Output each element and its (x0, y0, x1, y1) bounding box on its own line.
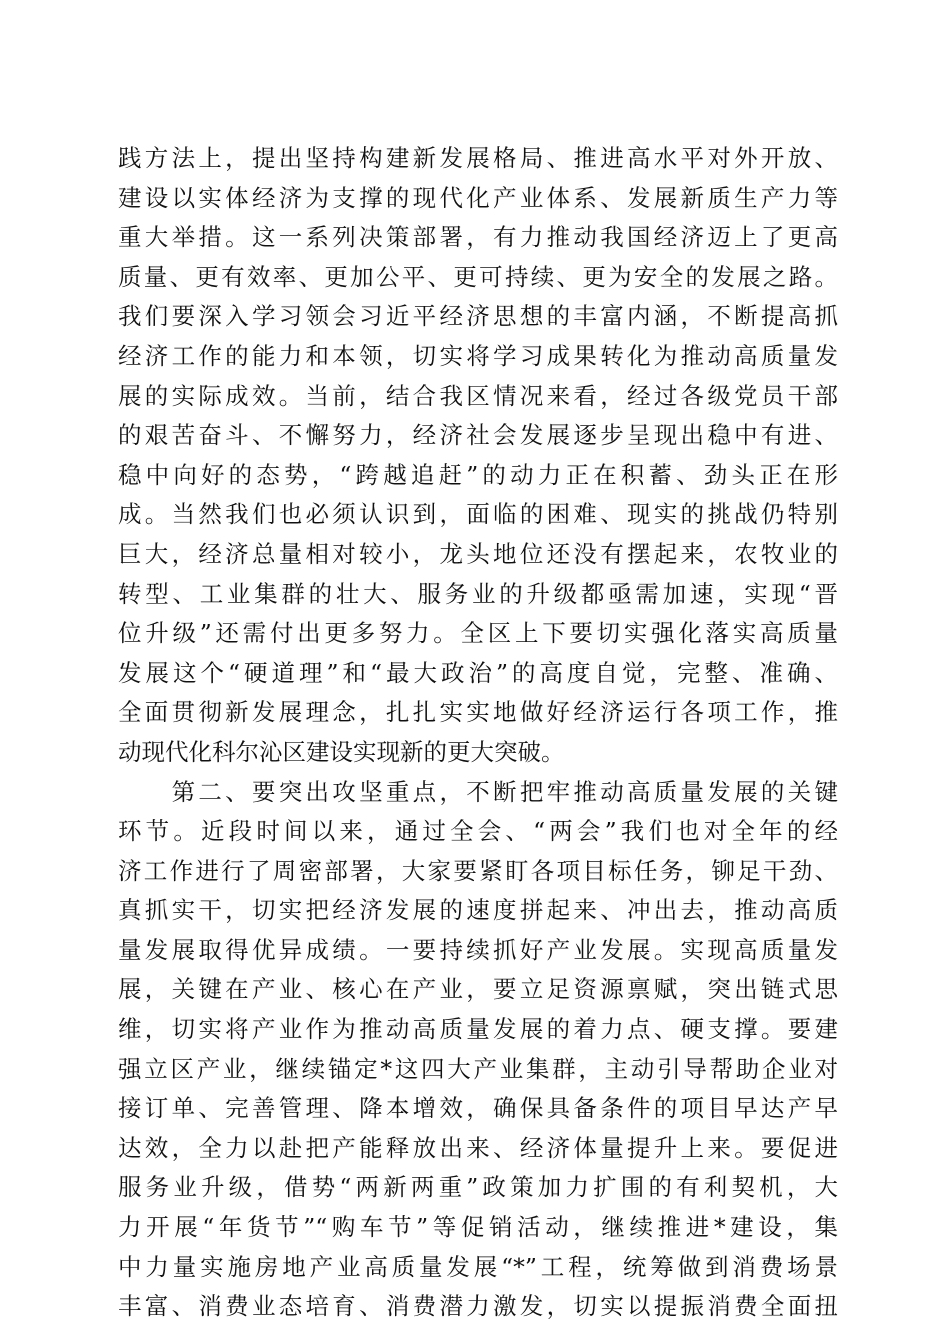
text-line: 我们要深入学习领会习近平经济思想的丰富内涵，不断提高抓 (118, 302, 838, 331)
text-line: 环节。近段时间以来，通过全会、“两会”我们也对全年的经 (118, 817, 838, 846)
text-line: 维，切实将产业作为推动高质量发展的着力点、硬支撑。要建 (118, 1015, 838, 1044)
text-line: 服务业升级，借势“两新两重”政策加力扩围的有利契机，大 (118, 1173, 838, 1202)
text-line: 经济工作的能力和本领，切实将学习成果转化为推动高质量发 (118, 341, 838, 370)
text-line: 强立区产业，继续锚定*这四大产业集群，主动引导帮助企业对 (118, 1054, 838, 1083)
document-body (118, 139, 838, 1327)
text-line: 重大举措。这一系列决策部署，有力推动我国经济迈上了更高 (118, 223, 838, 252)
text-line: 转型、工业集群的壮大、服务业的升级都亟需加速，实现“晋 (118, 579, 838, 608)
text-line: 达效，全力以赴把产能释放出来、经济体量提升上来。要促进 (118, 1133, 838, 1162)
text-line: 位升级”还需付出更多努力。全区上下要切实强化落实高质量 (118, 619, 838, 648)
text-line: 展，关键在产业、核心在产业，要立足资源禀赋，突出链式思 (118, 975, 838, 1004)
text-line: 发展这个“硬道理”和“最大政治”的高度自觉，完整、准确、 (118, 658, 838, 687)
paragraph-2 (118, 773, 838, 1327)
text-line: 践方法上，提出坚持构建新发展格局、推进高水平对外开放、 (118, 144, 838, 172)
text-line: 稳中向好的态势，“跨越追赶”的动力正在积蓄、劲头正在形 (118, 460, 838, 489)
text-line: 建设以实体经济为支撑的现代化产业体系、发展新质生产力等 (118, 183, 838, 212)
text-line: 力开展“年货节”“购车节”等促销活动，继续推进*建设，集 (118, 1213, 838, 1242)
text-line: 丰富、消费业态培育、消费潜力激发，切实以提振消费全面扭 (118, 1292, 838, 1321)
text-line: 展的实际成效。当前，结合我区情况来看，经过各级党员干部 (118, 381, 838, 410)
text-line: 巨大，经济总量相对较小，龙头地位还没有摆起来，农牧业的 (118, 539, 838, 568)
paragraph-1 (118, 139, 838, 773)
text-line: 中力量实施房地产业高质量发展“*”工程，统筹做到消费场景 (118, 1252, 838, 1281)
text-line: 动现代化科尔沁区建设实现新的更大突破。 (118, 737, 565, 766)
text-line: 真抓实干，切实把经济发展的速度拼起来、冲出去，推动高质 (118, 896, 838, 925)
text-line: 接订单、完善管理、降本增效，确保具备条件的项目早达产早 (118, 1094, 838, 1123)
text-line: 济工作进行了周密部署，大家要紧盯各项目标任务，铆足干劲、 (118, 856, 838, 885)
text-line: 的艰苦奋斗、不懈努力，经济社会发展逐步呈现出稳中有进、 (118, 421, 838, 450)
text-line: 成。当然我们也必须认识到，面临的困难、现实的挑战仍特别 (118, 500, 838, 529)
text-line: 第二、要突出攻坚重点，不断把牢推动高质量发展的关键 (118, 777, 838, 806)
text-line: 全面贯彻新发展理念，扎扎实实地做好经济运行各项工作，推 (118, 698, 838, 727)
text-line: 量发展取得优异成绩。一要持续抓好产业发展。实现高质量发 (118, 935, 838, 964)
text-line: 质量、更有效率、更加公平、更可持续、更为安全的发展之路。 (118, 262, 838, 291)
